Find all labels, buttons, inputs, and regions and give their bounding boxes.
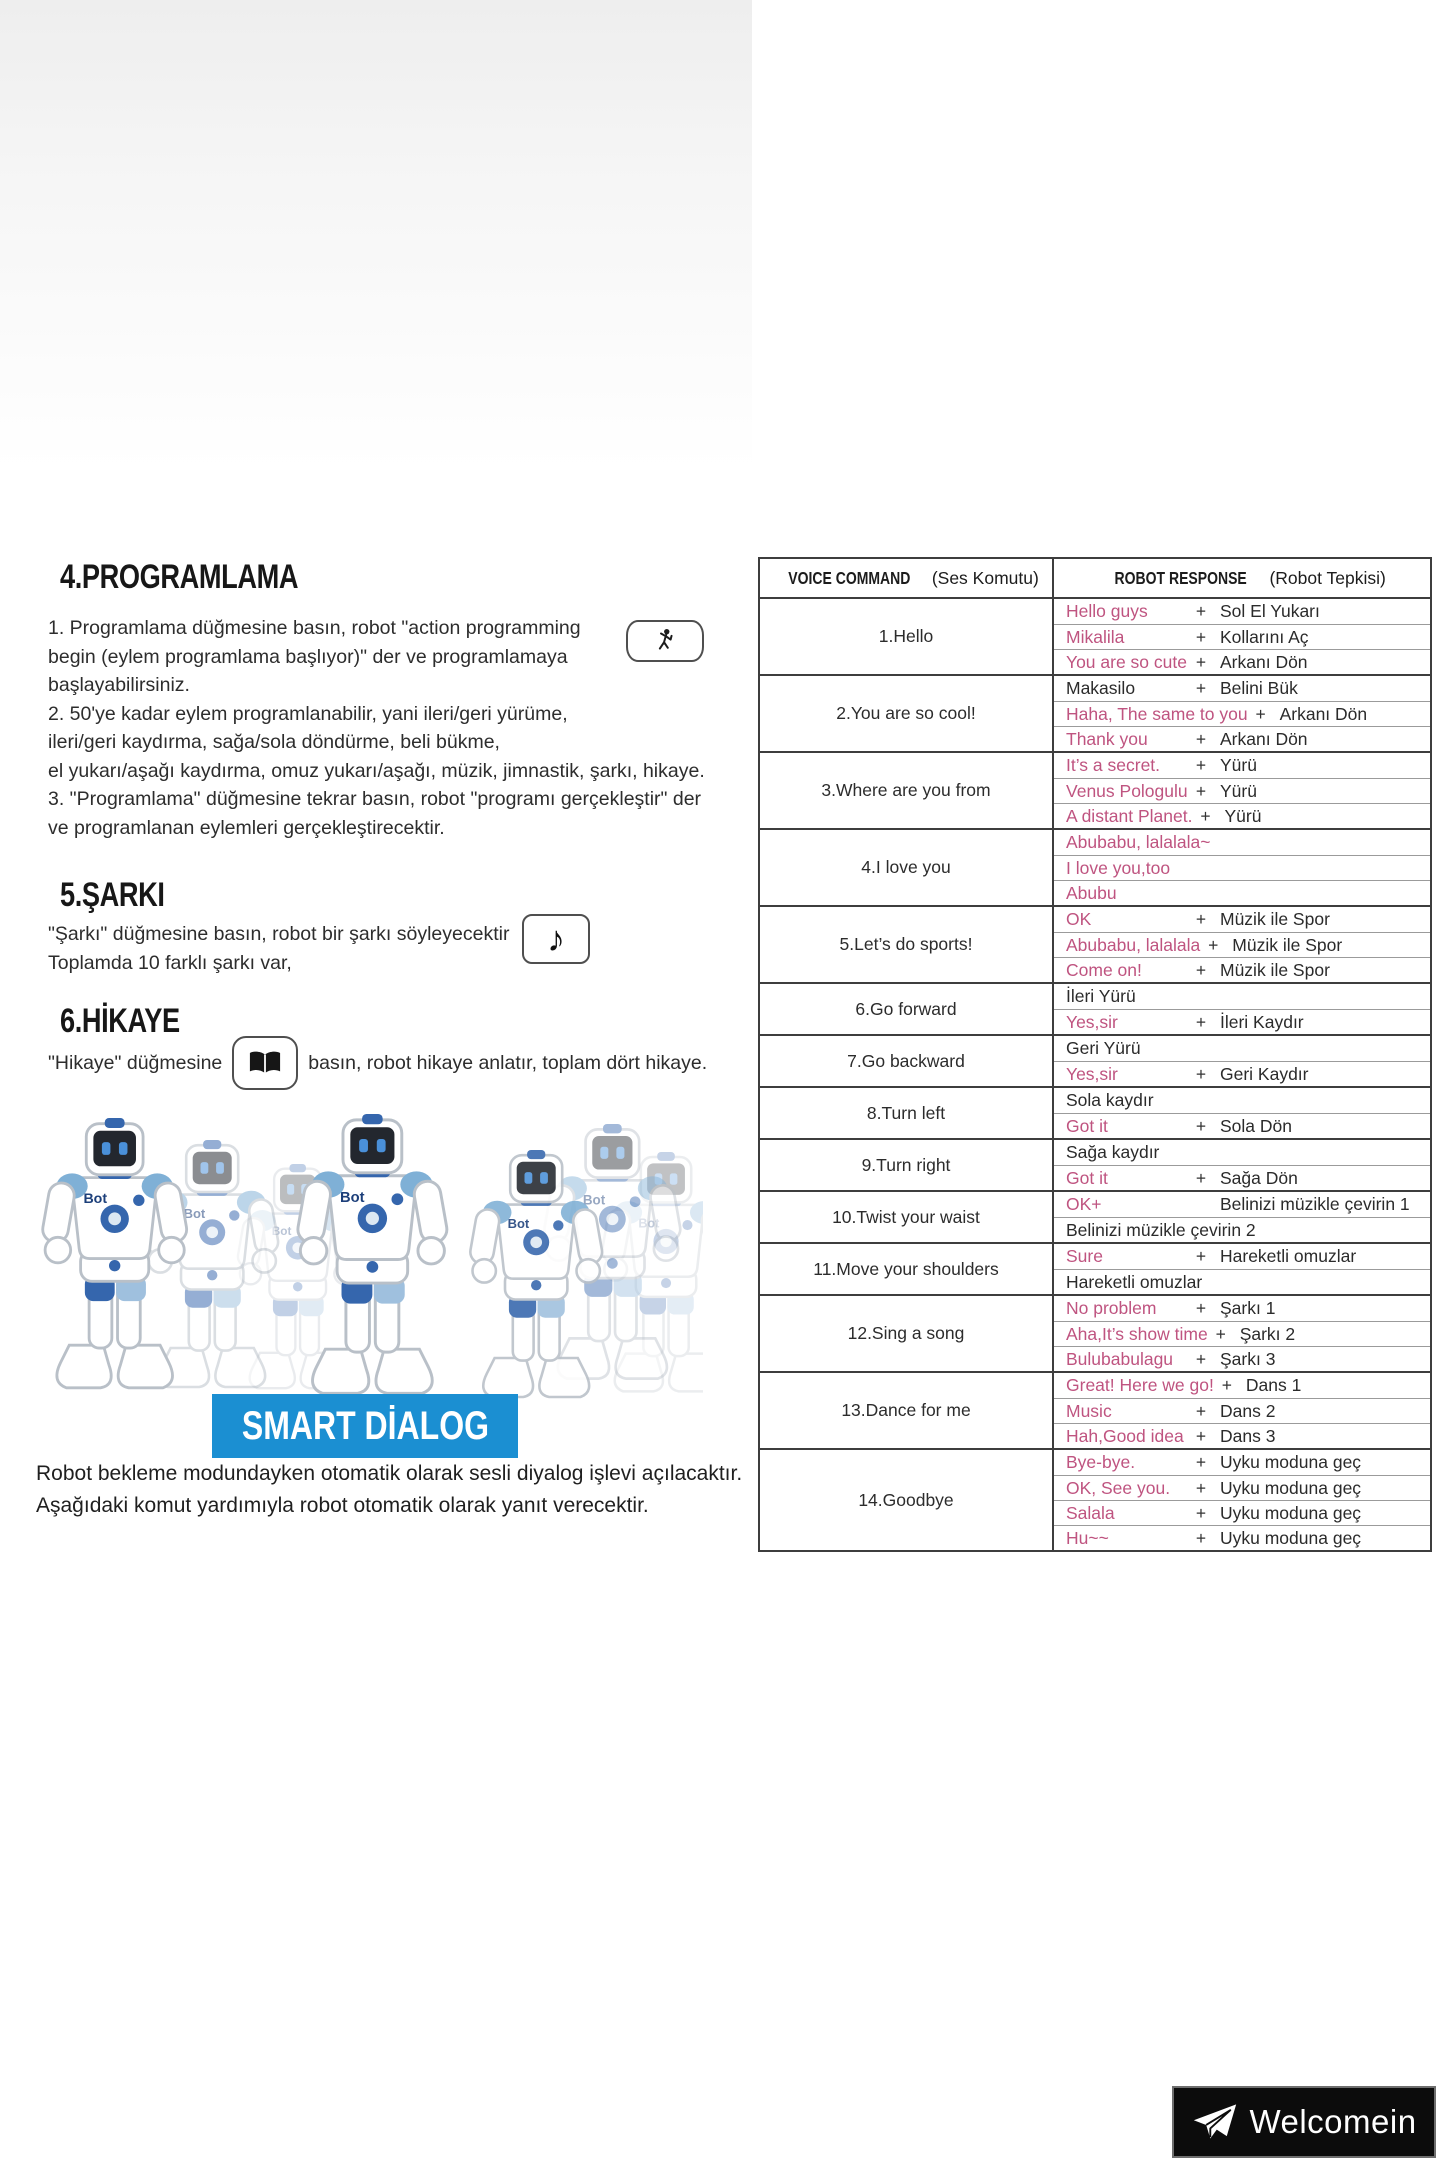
- response-line: [1054, 957, 1430, 982]
- voice-command-table: [758, 557, 1432, 1552]
- response-line: [1054, 1398, 1430, 1423]
- text-line: 3. "Programlama" düğmesine tekrar basın, robot "programı gerçekleştir" der: [48, 788, 702, 810]
- response-phrase: Got it: [1066, 1115, 1108, 1136]
- response-phrase: I love you,too: [1066, 857, 1171, 878]
- response-phrase: Yes,sir: [1066, 1063, 1118, 1084]
- response-action: Geri Kaydır: [1220, 1063, 1309, 1084]
- response-action: Arkanı Dön: [1220, 651, 1308, 672]
- text-line: Toplamda 10 farklı şarkı var,: [48, 951, 292, 974]
- plus-sign: +: [1195, 909, 1207, 929]
- text-line: ileri/geri kaydırma, sağa/sola döndürme, beli bükme,: [48, 731, 500, 753]
- response-line: [1054, 1373, 1430, 1398]
- response-line: [1054, 880, 1430, 905]
- response-line: [1054, 855, 1430, 880]
- plus-sign: +: [1195, 1502, 1207, 1523]
- response-line: [1054, 1036, 1430, 1061]
- music-note-icon: ♪: [547, 918, 565, 959]
- response-phrase: OK+: [1066, 1194, 1102, 1214]
- response-line: [1054, 1140, 1430, 1165]
- response-column: [1054, 676, 1430, 751]
- response-action: Uyku moduna geç: [1220, 1527, 1362, 1548]
- table-row: [760, 905, 1430, 982]
- response-line: [1054, 932, 1430, 957]
- response-line: [1054, 599, 1430, 624]
- response-phrase: OK, See you.: [1066, 1477, 1171, 1498]
- command-cell: 4.I love you: [760, 830, 1054, 905]
- response-phrase: Thank you: [1066, 728, 1148, 749]
- command-cell: 2.You are so cool!: [760, 676, 1054, 751]
- text-line: 1. Programlama düğmesine basın, robot "action programming: [48, 617, 581, 639]
- text-line: "Şarkı" düğmesine basın, robot bir şarkı söyleyecektir: [48, 923, 510, 945]
- plus-sign: +: [1195, 626, 1207, 647]
- response-phrase: Hu~~: [1066, 1527, 1109, 1548]
- response-action: Yürü: [1220, 780, 1257, 801]
- command-cell: 9.Turn right: [760, 1140, 1054, 1190]
- plus-sign: +: [1195, 651, 1207, 672]
- command-cell: 8.Turn left: [760, 1088, 1054, 1138]
- response-column: [1054, 907, 1430, 982]
- response-phrase: Geri Yürü: [1066, 1038, 1141, 1058]
- plus-sign: +: [1195, 728, 1207, 749]
- response-column: [1054, 753, 1430, 828]
- response-line: [1054, 1500, 1430, 1525]
- smart-dialog-banner-text: SMART DİALOG: [241, 1403, 489, 1448]
- dialog-table-body: [760, 599, 1430, 1550]
- response-action: Dans 1: [1245, 1375, 1302, 1395]
- programlama-text: [48, 614, 705, 842]
- response-phrase: A distant Planet.: [1066, 805, 1193, 826]
- response-phrase: Hareketli omuzlar: [1066, 1271, 1203, 1292]
- response-column: [1054, 1140, 1430, 1190]
- plus-sign: +: [1215, 1323, 1226, 1344]
- story-button: [232, 1036, 298, 1090]
- response-action: Sola Dön: [1220, 1115, 1292, 1136]
- response-line: [1054, 830, 1430, 855]
- response-line: [1054, 803, 1430, 828]
- command-cell: 10.Twist your waist: [760, 1192, 1054, 1242]
- response-line: [1054, 1346, 1430, 1371]
- response-column: [1054, 1373, 1430, 1448]
- response-phrase: Mikalila: [1066, 626, 1125, 647]
- response-action: Şarkı 1: [1220, 1298, 1276, 1318]
- plus-sign: +: [1221, 1375, 1232, 1395]
- command-cell: 6.Go forward: [760, 984, 1054, 1034]
- response-action: Uyku moduna geç: [1220, 1502, 1362, 1523]
- response-line: [1054, 1450, 1430, 1475]
- response-action: Uyku moduna geç: [1220, 1477, 1362, 1498]
- response-line: [1054, 1009, 1430, 1034]
- response-line: [1054, 1088, 1430, 1113]
- response-line: [1054, 1296, 1430, 1321]
- response-phrase: Come on!: [1066, 959, 1142, 980]
- section-title-text: 5.ŞARKI: [60, 876, 165, 914]
- response-phrase: OK: [1066, 909, 1092, 929]
- text-line: başlayabilirsiniz.: [48, 674, 190, 696]
- table-header-response-note: (Robot Tepkisi): [1269, 567, 1386, 588]
- plus-sign: +: [1195, 959, 1207, 980]
- table-header-command-title: VOICE COMMAND: [788, 567, 911, 588]
- open-book-icon: [246, 1049, 284, 1077]
- response-phrase: Salala: [1066, 1502, 1115, 1523]
- response-column: [1054, 1192, 1430, 1242]
- text-line: Aşağıdaki komut yardımıyla robot otomatik olarak yanıt verecektir.: [36, 1493, 649, 1517]
- response-action: Müzik ile Spor: [1220, 909, 1330, 929]
- response-phrase: Abubabu, lalalala~: [1066, 832, 1211, 852]
- response-phrase: Hello guys: [1066, 601, 1148, 621]
- plus-sign: +: [1195, 1400, 1207, 1421]
- plus-sign: +: [1195, 1298, 1207, 1318]
- section-title-text: 4.PROGRAMLAMA: [60, 558, 299, 596]
- response-phrase: Venus Pologulu: [1066, 780, 1188, 801]
- response-action: Sol El Yukarı: [1220, 601, 1320, 621]
- response-line: [1054, 984, 1430, 1009]
- section-title-text: 6.HİKAYE: [60, 1002, 180, 1040]
- response-line: [1054, 1269, 1430, 1294]
- response-line: [1054, 726, 1430, 751]
- response-phrase: İleri Yürü: [1066, 986, 1136, 1006]
- response-line: [1054, 701, 1430, 726]
- response-phrase: Aha,It’s show time: [1066, 1323, 1208, 1344]
- section-title-sarki: [60, 876, 191, 915]
- watermark-badge: [1172, 2086, 1436, 2158]
- response-phrase: Bye-bye.: [1066, 1452, 1136, 1472]
- response-line: [1054, 753, 1430, 778]
- plus-sign: +: [1195, 1167, 1207, 1188]
- plus-sign: +: [1255, 703, 1266, 724]
- response-action: Hareketli omuzlar: [1220, 1246, 1357, 1266]
- response-line: [1054, 1475, 1430, 1500]
- table-row: [760, 1190, 1430, 1242]
- table-header-command-note: (Ses Komutu): [931, 567, 1039, 588]
- plus-sign: +: [1195, 1452, 1207, 1472]
- plus-sign: +: [1195, 1348, 1207, 1369]
- response-action: Şarkı 3: [1220, 1348, 1276, 1369]
- command-cell: 5.Let’s do sports!: [760, 907, 1054, 982]
- response-line: [1054, 907, 1430, 932]
- response-column: [1054, 1036, 1430, 1086]
- response-column: [1054, 1296, 1430, 1371]
- response-phrase: Sola kaydır: [1066, 1090, 1154, 1110]
- response-action: Müzik ile Spor: [1232, 934, 1343, 955]
- response-phrase: No problem: [1066, 1298, 1157, 1318]
- table-row: [760, 982, 1430, 1034]
- plus-sign: +: [1195, 1425, 1207, 1446]
- response-line: [1054, 1165, 1430, 1190]
- command-cell: 13.Dance for me: [760, 1373, 1054, 1448]
- scan-shading: [0, 0, 752, 470]
- plus-sign: +: [1195, 601, 1207, 621]
- hikaye-text-before: "Hikaye" düğmesine: [48, 1051, 223, 1074]
- response-phrase: Music: [1066, 1400, 1112, 1421]
- command-cell: 3.Where are you from: [760, 753, 1054, 828]
- table-row: [760, 828, 1430, 905]
- command-cell: 7.Go backward: [760, 1036, 1054, 1086]
- response-line: [1054, 778, 1430, 803]
- response-line: [1054, 1217, 1430, 1242]
- hikaye-text-after: basın, robot hikaye anlatır, toplam dört hikaye.: [308, 1051, 708, 1074]
- response-line: [1054, 624, 1430, 649]
- response-phrase: Great! Here we go!: [1066, 1375, 1214, 1395]
- response-column: [1054, 1450, 1430, 1550]
- song-button: [522, 914, 590, 964]
- response-phrase: Sağa kaydır: [1066, 1142, 1160, 1162]
- response-action: Uyku moduna geç: [1220, 1452, 1362, 1472]
- response-phrase: You are so cute: [1066, 651, 1187, 672]
- table-row: [760, 674, 1430, 751]
- plus-sign: +: [1195, 1011, 1207, 1032]
- response-phrase: Belinizi müzikle çevirin 2: [1066, 1219, 1256, 1240]
- table-row: [760, 1086, 1430, 1138]
- response-column: [1054, 830, 1430, 905]
- table-row: [760, 1138, 1430, 1190]
- plus-sign: +: [1195, 1527, 1207, 1548]
- response-action: Yürü: [1220, 755, 1257, 775]
- smart-dialog-text: [36, 1458, 742, 1521]
- response-line: [1054, 676, 1430, 701]
- text-line: ve programlanan eylemleri gerçekleştirecektir.: [48, 816, 445, 839]
- response-action: Kollarını Aç: [1220, 626, 1309, 647]
- table-row: [760, 1242, 1430, 1294]
- text-line: Robot bekleme modundayken otomatik olarak sesli diyalog işlevi açılacaktır.: [36, 1462, 743, 1485]
- robot-image: Bot: [38, 1112, 703, 1404]
- response-phrase: It’s a secret.: [1066, 755, 1161, 775]
- table-header-command: [760, 559, 1054, 597]
- table-row: [760, 1371, 1430, 1448]
- response-action: Dans 3: [1220, 1425, 1276, 1446]
- table-row: [760, 1448, 1430, 1550]
- table-row: [760, 751, 1430, 828]
- response-line: [1054, 1061, 1430, 1086]
- response-action: Belini Bük: [1220, 678, 1298, 698]
- response-action: Arkanı Dön: [1220, 728, 1308, 749]
- response-action: Şarkı 2: [1239, 1323, 1296, 1344]
- response-line: [1054, 1423, 1430, 1448]
- response-action: Yürü: [1224, 805, 1262, 826]
- smart-dialog-banner: [212, 1394, 518, 1458]
- table-row: [760, 1034, 1430, 1086]
- sarki-text: [48, 920, 509, 977]
- response-phrase: Haha, The same to you: [1066, 703, 1248, 724]
- table-header-response-title: ROBOT RESPONSE: [1114, 567, 1247, 588]
- paper-plane-icon: [1191, 2102, 1239, 2142]
- response-line: [1054, 1244, 1430, 1269]
- section-title-programlama: [60, 558, 358, 597]
- table-header-response: [1054, 559, 1430, 597]
- response-line: [1054, 1321, 1430, 1346]
- response-action: Müzik ile Spor: [1220, 959, 1330, 980]
- watermark-label: Welcomein: [1249, 2103, 1417, 2140]
- response-phrase: Abubabu, lalalala: [1066, 934, 1201, 955]
- command-cell: 1.Hello: [760, 599, 1054, 674]
- text-line: 2. 50'ye kadar eylem programlanabilir, yani ileri/geri yürüme,: [48, 702, 568, 725]
- response-action: Arkanı Dön: [1279, 703, 1368, 724]
- table-header-row: [760, 559, 1430, 599]
- response-action: Dans 2: [1220, 1400, 1276, 1421]
- response-column: [1054, 1088, 1430, 1138]
- plus-sign: +: [1195, 1477, 1207, 1498]
- response-phrase: Sure: [1066, 1246, 1103, 1266]
- plus-sign: +: [1195, 755, 1207, 775]
- text-line: el yukarı/aşağı kaydırma, omuz yukarı/aşağı, müzik, jimnastik, şarkı, hikaye.: [48, 759, 705, 782]
- programming-button: [626, 620, 704, 662]
- response-column: [1054, 1244, 1430, 1294]
- response-phrase: Abubu: [1066, 882, 1117, 903]
- command-cell: 12.Sing a song: [760, 1296, 1054, 1371]
- response-line: [1054, 1525, 1430, 1550]
- response-phrase: Yes,sir: [1066, 1011, 1118, 1032]
- dancing-person-icon: [651, 627, 679, 655]
- command-cell: 11.Move your shoulders: [760, 1244, 1054, 1294]
- response-line: [1054, 1113, 1430, 1138]
- response-phrase: Makasilo: [1066, 678, 1136, 698]
- plus-sign: +: [1208, 934, 1219, 955]
- plus-sign: +: [1195, 780, 1207, 801]
- table-row: [760, 599, 1430, 674]
- response-line: [1054, 1192, 1430, 1217]
- response-column: [1054, 599, 1430, 674]
- plus-sign: +: [1195, 1063, 1207, 1084]
- response-action: Sağa Dön: [1220, 1167, 1298, 1188]
- response-action: Belinizi müzikle çevirin 1: [1220, 1194, 1410, 1214]
- plus-sign: +: [1195, 1246, 1207, 1266]
- plus-sign: +: [1200, 805, 1211, 826]
- response-phrase: Got it: [1066, 1167, 1108, 1188]
- response-action: İleri Kaydır: [1220, 1011, 1304, 1032]
- command-cell: 14.Goodbye: [760, 1450, 1054, 1550]
- response-column: [1054, 984, 1430, 1034]
- response-phrase: Hah,Good idea: [1066, 1425, 1184, 1446]
- response-phrase: Bulubabulagu: [1066, 1348, 1174, 1369]
- plus-sign: +: [1195, 1115, 1207, 1136]
- response-line: [1054, 649, 1430, 674]
- plus-sign: +: [1195, 678, 1207, 698]
- table-row: [760, 1294, 1430, 1371]
- text-line: begin (eylem programlama başlıyor)" der ve programlamaya: [48, 645, 568, 668]
- hikaye-text: [48, 1036, 707, 1090]
